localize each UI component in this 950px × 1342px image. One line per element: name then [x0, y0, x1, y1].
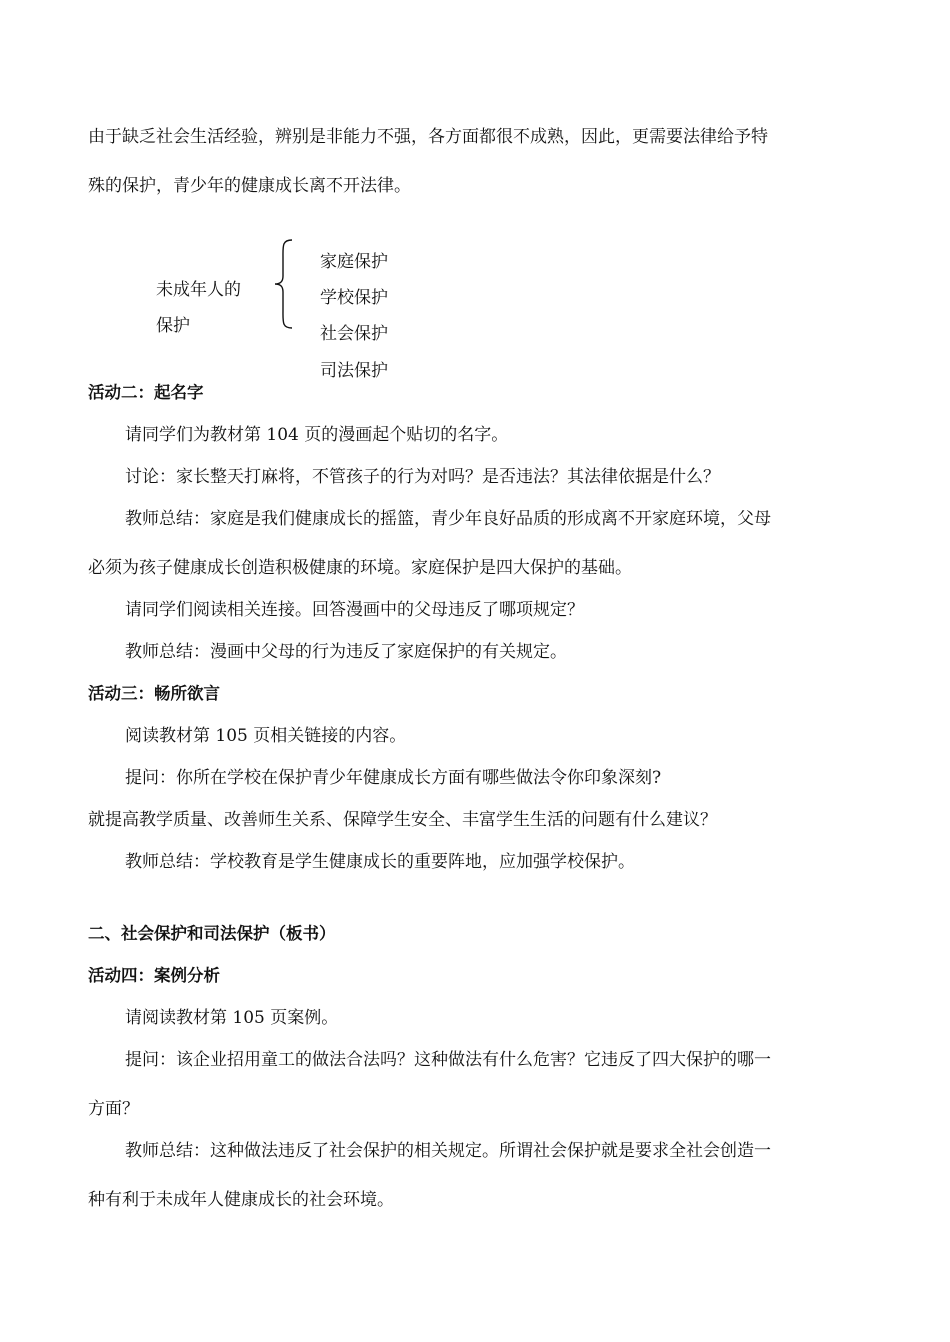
activity3-paragraph-1: 阅读教材第 105 页相关链接的内容。	[125, 726, 407, 746]
diagram-root-line-2: 保护	[156, 316, 190, 336]
diagram-item-family: 家庭保护	[320, 252, 388, 272]
curly-brace-icon	[272, 238, 296, 330]
activity3-paragraph-4: 教师总结：学校教育是学生健康成长的重要阵地，应加强学校保护。	[125, 852, 635, 872]
diagram-item-society: 社会保护	[320, 324, 388, 344]
activity4-paragraph-2-line-1: 提问：该企业招用童工的做法合法吗？这种做法有什么危害？它违反了四大保护的哪一	[125, 1050, 771, 1070]
diagram-root-line-1: 未成年人的	[156, 280, 241, 300]
activity4-paragraph-2-line-2: 方面？	[88, 1099, 139, 1119]
activity3-heading: 活动三：畅所欲言	[88, 684, 220, 703]
diagram-item-school: 学校保护	[320, 288, 388, 308]
activity2-paragraph-4: 请同学们阅读相关连接。回答漫画中的父母违反了哪项规定？	[125, 600, 584, 620]
activity2-paragraph-1: 请同学们为教材第 104 页的漫画起个贴切的名字。	[125, 425, 509, 445]
activity2-paragraph-3-line-2: 必须为孩子健康成长创造积极健康的环境。家庭保护是四大保护的基础。	[88, 558, 632, 578]
intro-line-2: 殊的保护，青少年的健康成长离不开法律。	[88, 176, 411, 196]
activity4-heading: 活动四：案例分析	[88, 966, 220, 985]
section2-heading: 二、社会保护和司法保护（板书）	[88, 924, 336, 943]
activity3-paragraph-2: 提问：你所在学校在保护青少年健康成长方面有哪些做法令你印象深刻?	[125, 768, 662, 788]
intro-line-1: 由于缺乏社会生活经验，辨别是非能力不强，各方面都很不成熟，因此，更需要法律给予特	[88, 127, 768, 147]
activity2-heading: 活动二：起名字	[88, 383, 204, 402]
activity4-paragraph-3-line-1: 教师总结：这种做法违反了社会保护的相关规定。所谓社会保护就是要求全社会创造一	[125, 1141, 771, 1161]
activity2-paragraph-2: 讨论：家长整天打麻将，不管孩子的行为对吗？是否违法？其法律依据是什么？	[125, 467, 720, 487]
activity2-paragraph-5: 教师总结：漫画中父母的行为违反了家庭保护的有关规定。	[125, 642, 567, 662]
activity3-paragraph-3: 就提高教学质量、改善师生关系、保障学生安全、丰富学生生活的问题有什么建议？	[88, 810, 717, 830]
activity2-paragraph-3-line-1: 教师总结：家庭是我们健康成长的摇篮，青少年良好品质的形成离不开家庭环境，父母	[125, 509, 771, 529]
diagram-item-judicial: 司法保护	[320, 361, 388, 381]
activity4-paragraph-1: 请阅读教材第 105 页案例。	[125, 1008, 339, 1028]
activity4-paragraph-3-line-2: 种有利于未成年人健康成长的社会环境。	[88, 1190, 394, 1210]
